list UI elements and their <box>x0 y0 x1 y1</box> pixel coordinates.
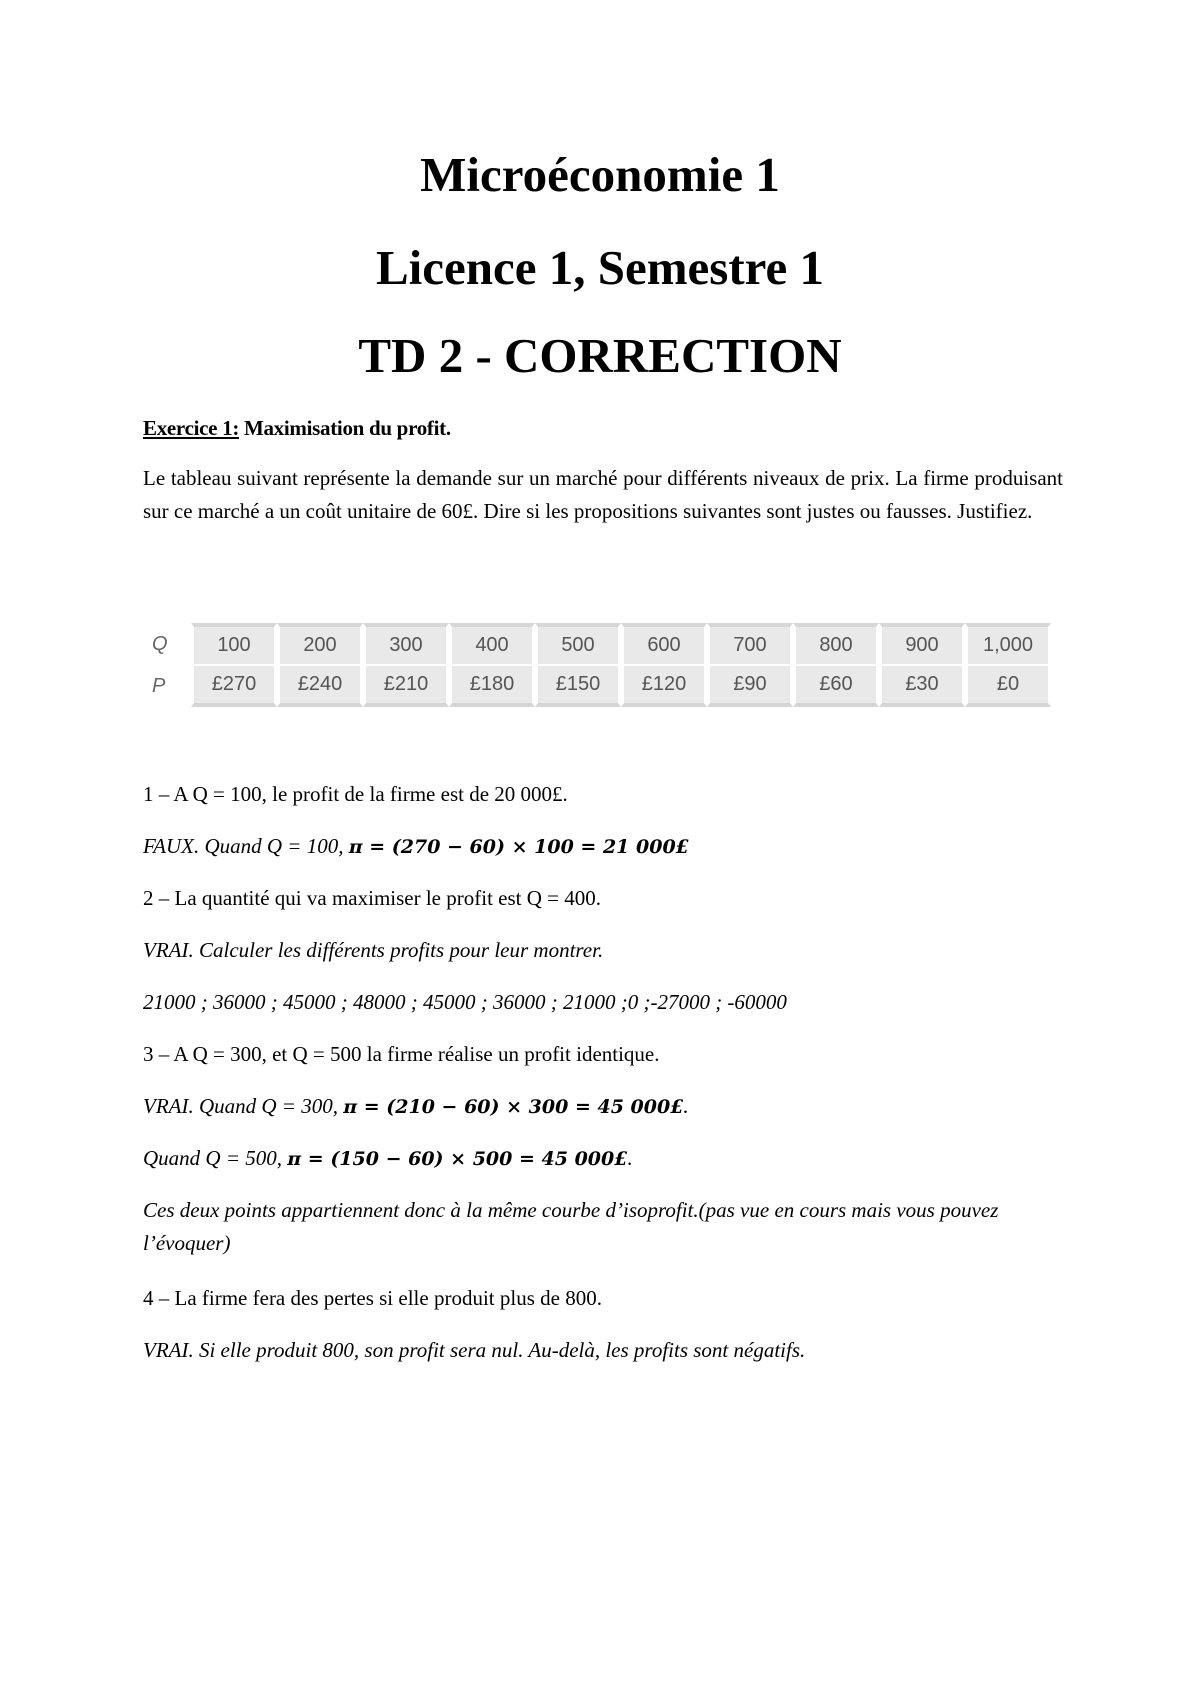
quantity-row <box>142 623 1051 666</box>
answer-3-end-2: . <box>627 1146 633 1170</box>
quantity-cell: 1,000 <box>965 623 1051 666</box>
quantity-cell: 300 <box>363 623 449 666</box>
answer-1 <box>143 834 689 859</box>
question-4: 4 – La firme fera des pertes si elle produit plus de 800. <box>143 1286 602 1310</box>
price-cell: £210 <box>363 666 449 707</box>
exercise-heading <box>143 416 451 441</box>
demand-table <box>142 623 1051 707</box>
answer-1-text: FAUX. Quand Q = 100, <box>143 834 349 858</box>
quantity-cell: 100 <box>191 623 277 666</box>
answer-3-note: Ces deux points appartiennent donc à la même courbe d’isoprofit.(pas vue en cours mais vous pouvez l’évoquer) <box>143 1198 999 1255</box>
answer-3-formula-1: π = (210 − 60) × 300 = 45 000£ <box>343 1096 684 1118</box>
answer-3-formula-2: π = (150 − 60) × 500 = 45 000£ <box>287 1148 628 1170</box>
quantity-cell: 600 <box>621 623 707 666</box>
price-label: P <box>152 675 166 697</box>
answer-4: VRAI. Si elle produit 800, son profit sera nul. Au-delà, les profits sont négatifs. <box>143 1338 806 1362</box>
answer-1-formula: π = (270 − 60) × 100 = 21 000£ <box>348 836 689 858</box>
answer-3-line-2 <box>143 1146 633 1171</box>
exercise-label: Exercice 1: <box>143 416 240 440</box>
price-cell: £120 <box>621 666 707 707</box>
answer-3-text-2: Quand Q = 500, <box>143 1146 288 1170</box>
answer-3-end-1: . <box>683 1094 689 1118</box>
level-title: Licence 1, Semestre 1 <box>375 240 825 295</box>
price-cell: £180 <box>449 666 535 707</box>
answer-2: VRAI. Calculer les différents profits pour leur montrer. <box>143 938 604 962</box>
profit-list: 21000 ; 36000 ; 45000 ; 48000 ; 45000 ; 36000 ; 21000 ;0 ;-27000 ; -60000 <box>143 990 787 1014</box>
exercise-intro: Le tableau suivant représente la demande sur un marché pour différents niveaux de prix. La firme produisant sur ce marché a un coût unitaire de 60£. Dire si les propositions suivantes sont justes ou fausses. Justifiez. <box>143 466 1063 523</box>
question-1: 1 – A Q = 100, le profit de la firme est de 20 000£. <box>143 782 568 806</box>
quantity-cell: 700 <box>707 623 793 666</box>
quantity-cell: 900 <box>879 623 965 666</box>
price-cell: £270 <box>191 666 277 707</box>
td-title: TD 2 - CORRECTION <box>358 328 842 383</box>
quantity-cell: 200 <box>277 623 363 666</box>
course-title: Microéconomie 1 <box>420 147 780 202</box>
quantity-label: Q <box>152 633 168 655</box>
quantity-cell: 800 <box>793 623 879 666</box>
question-2: 2 – La quantité qui va maximiser le profit est Q = 400. <box>143 886 601 910</box>
price-cell: £0 <box>965 666 1051 707</box>
price-cell: £240 <box>277 666 363 707</box>
question-3: 3 – A Q = 300, et Q = 500 la firme réalise un profit identique. <box>143 1042 660 1066</box>
price-row <box>142 666 1051 707</box>
quantity-cell: 400 <box>449 623 535 666</box>
price-cell: £30 <box>879 666 965 707</box>
price-cell: £150 <box>535 666 621 707</box>
exercise-topic: Maximisation du profit. <box>239 416 451 440</box>
answer-3-text-1: VRAI. Quand Q = 300, <box>143 1094 344 1118</box>
price-cell: £60 <box>793 666 879 707</box>
quantity-cell: 500 <box>535 623 621 666</box>
price-cell: £90 <box>707 666 793 707</box>
answer-3-line-1 <box>143 1094 689 1119</box>
